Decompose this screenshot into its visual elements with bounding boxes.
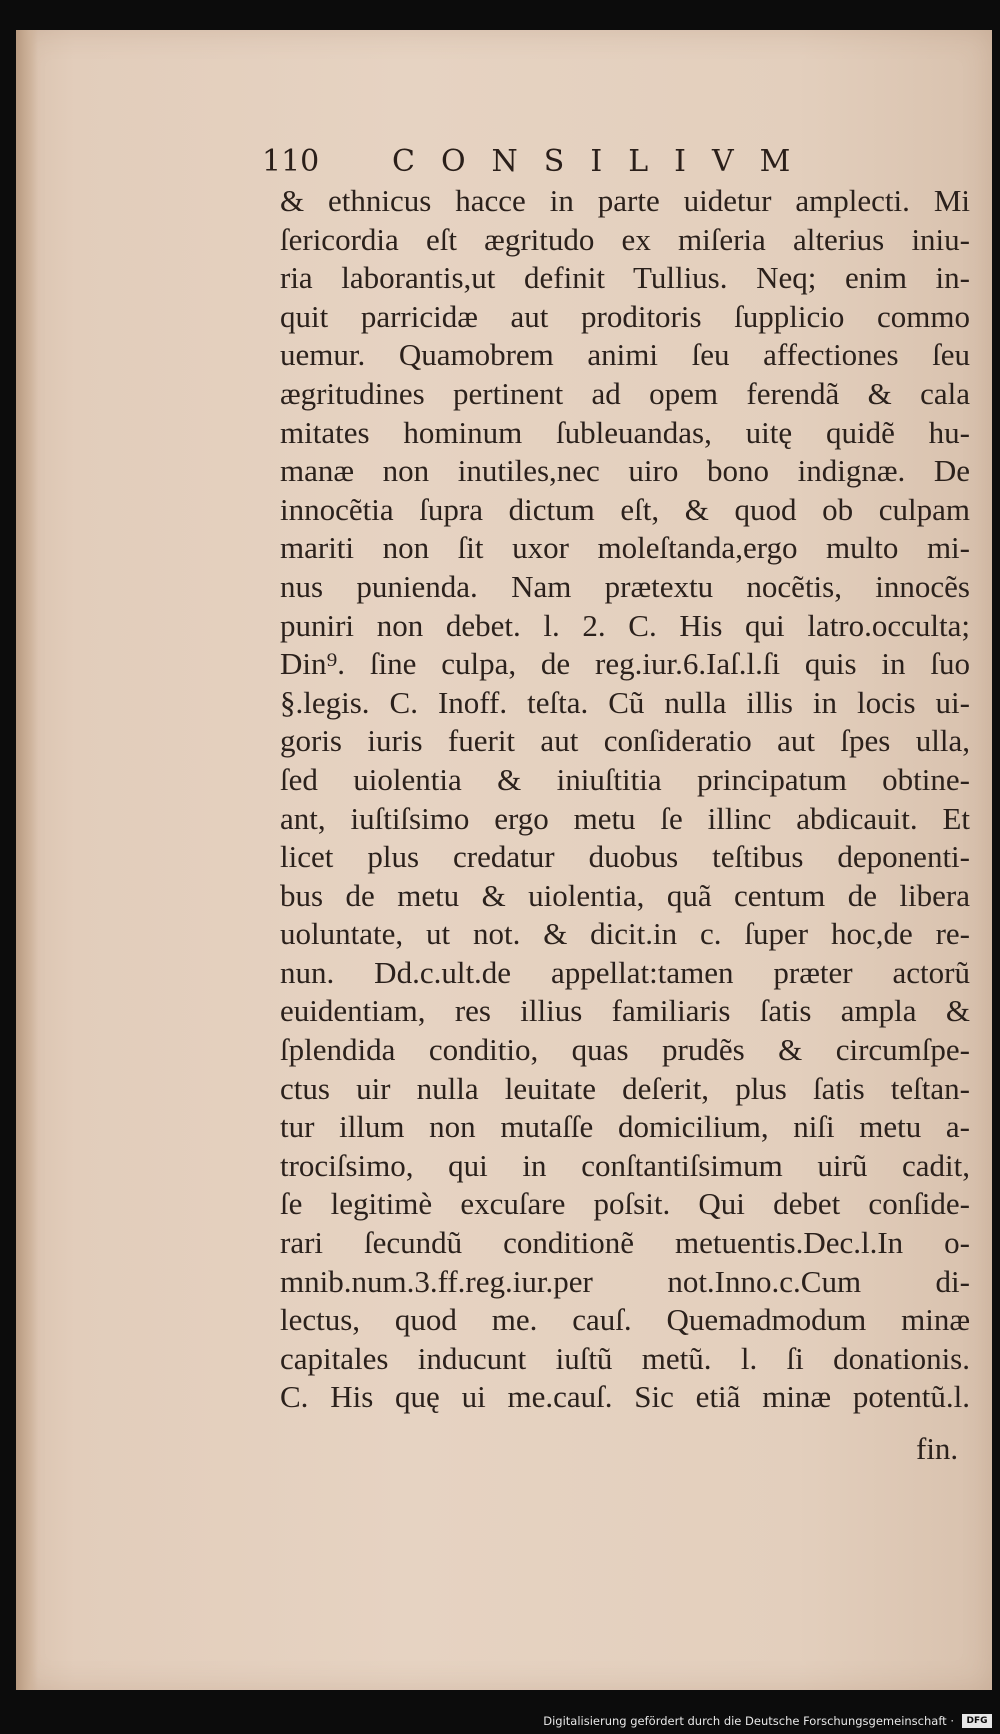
text-line: manæ non inutiles,nec uiro bono indignæ. De bbox=[280, 453, 970, 489]
text-line: trociſsimo, qui in conſtantiſsimum uirũ cadit, bbox=[280, 1147, 970, 1183]
text-line: ægritudines pertinent ad opem ferendã & cala bbox=[280, 375, 970, 411]
text-line: mnib.num.3.ff.reg.iur.per not.Inno.c.Cum di- bbox=[280, 1263, 970, 1299]
digitization-credit-bar bbox=[0, 1708, 1000, 1734]
text-line: nus punienda. Nam prætextu nocẽtis, innocẽs bbox=[280, 568, 970, 604]
binding-edge bbox=[16, 30, 38, 1690]
text-line: mitates hominum ſubleuandas, uitę quidẽ hu- bbox=[280, 414, 970, 450]
text-line: & ethnicus hacce in parte uidetur amplecti. Mi bbox=[280, 183, 970, 218]
text-line: ria laborantis,ut definit Tullius. Neq; enim in- bbox=[280, 260, 970, 296]
text-line: capitales inducunt iuſtũ metũ. l. ſi donationis. bbox=[280, 1340, 970, 1376]
text-line: C. His quę ui me.cauſ. Sic etiã minæ potentũ.l. bbox=[280, 1379, 970, 1415]
catchword: fin. bbox=[916, 1431, 959, 1466]
text-line: tur illum non mutaſſe domicilium, niſi metu a- bbox=[280, 1109, 970, 1145]
text-line: innocẽtia ſupra dictum eſt, & quod ob culpam bbox=[280, 491, 970, 527]
text-line: mariti non ſit uxor moleſtanda,ergo multo mi- bbox=[280, 530, 970, 566]
text-line: uoluntate, ut not. & dicit.in c. ſuper hoc,de re- bbox=[280, 916, 970, 952]
book-page bbox=[16, 30, 992, 1690]
text-line: puniri non debet. l. 2. C. His qui latro.occulta; bbox=[280, 607, 970, 643]
text-line: quit parricidæ aut proditoris ſupplicio commo bbox=[280, 298, 970, 334]
text-line: uemur. Quamobrem animi ſeu affectiones ſeu bbox=[280, 337, 970, 373]
running-head bbox=[262, 140, 882, 184]
text-line: Din⁹. ſine culpa, de reg.iur.6.Iaſ.l.ſi quis in ſuo bbox=[280, 646, 970, 682]
body-text bbox=[280, 182, 970, 1417]
dfg-logo: DFG bbox=[962, 1714, 992, 1728]
text-line: §.legis. C. Inoff. teſta. Cũ nulla illis in locis ui- bbox=[280, 684, 970, 720]
text-line: ant, iuſtiſsimo ergo metu ſe illinc abdicauit. Et bbox=[280, 800, 970, 836]
text-line: ſericordia eſt ægritudo ex miſeria alterius iniu- bbox=[280, 221, 970, 257]
digitization-credit: Digitalisierung gefördert durch die Deutsche Forschungsgemeinschaft · bbox=[543, 1714, 954, 1728]
text-line: rari ſecundũ conditionẽ metuentis.Dec.l.In o- bbox=[280, 1225, 970, 1261]
text-line: lectus, quod me. cauſ. Quemadmodum minæ bbox=[280, 1302, 970, 1338]
text-line: ſplendida conditio, quas prudẽs & circumſpe- bbox=[280, 1032, 970, 1068]
page-number: 110 bbox=[262, 144, 320, 179]
text-line: ſed uiolentia & iniuſtitia principatum obtine- bbox=[280, 761, 970, 797]
text-line: ſe legitimè excuſare poſsit. Qui debet conſide- bbox=[280, 1186, 970, 1222]
text-line: nun. Dd.c.ult.de appellat:tamen præter actorũ bbox=[280, 954, 970, 990]
text-line: ctus uir nulla leuitate deſerit, plus ſatis teſtan- bbox=[280, 1070, 970, 1106]
text-line: licet plus credatur duobus teſtibus deponenti- bbox=[280, 839, 970, 875]
running-title: CONSILIVM bbox=[392, 144, 817, 179]
text-line: goris iuris fuerit aut conſideratio aut ſpes ulla, bbox=[280, 723, 970, 759]
text-line: euidentiam, res illius familiaris ſatis ampla & bbox=[280, 993, 970, 1029]
text-line: bus de metu & uiolentia, quã centum de libera bbox=[280, 877, 970, 913]
